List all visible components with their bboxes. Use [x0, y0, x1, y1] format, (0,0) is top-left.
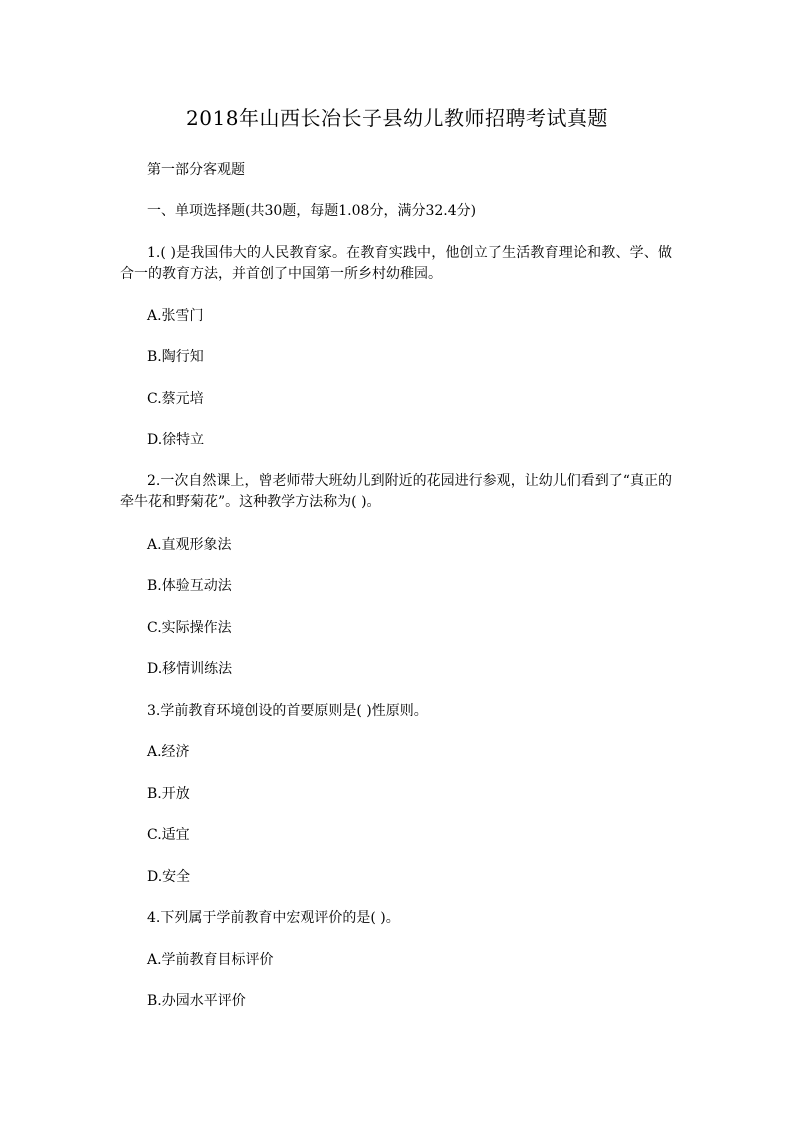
question-3-stem: 3.学前教育环境创设的首要原则是( )性原则。: [147, 703, 428, 719]
question-4-option-a: A.学前教育目标评价: [147, 952, 274, 968]
question-3-option-d: D.安全: [147, 869, 191, 885]
question-4-option-b: B.办园水平评价: [147, 993, 246, 1009]
question-1-option-c: C.蔡元培: [147, 391, 204, 407]
section-heading: 一、单项选择题(共30题，每题1.08分，满分32.4分): [147, 203, 477, 219]
document-title: 2018年山西长冶长子县幼儿教师招聘考试真题: [186, 106, 608, 130]
question-4-stem: 4.下列属于学前教育中宏观评价的是( )。: [147, 910, 400, 926]
question-2-option-d: D.移情训练法: [147, 661, 233, 677]
question-3-option-b: B.开放: [147, 786, 190, 802]
question-2-option-a: A.直观形象法: [147, 537, 232, 553]
question-3-option-c: C.适宜: [147, 827, 190, 843]
question-1-stem: 1.( )是我国伟大的人民教育家。在教育实践中，他创立了生活教育理论和教、学、做合一的教育方法，并首创了中国第一所乡村幼稚园。: [120, 245, 672, 282]
part-heading: 第一部分客观题: [147, 162, 245, 178]
question-1-option-a: A.张雪门: [147, 308, 204, 324]
question-2-option-b: B.体验互动法: [147, 578, 232, 594]
question-1-option-b: B.陶行知: [147, 349, 204, 365]
question-1-option-d: D.徐特立: [147, 432, 205, 448]
question-3-option-a: A.经济: [147, 744, 190, 760]
question-2-option-c: C.实际操作法: [147, 620, 232, 636]
question-2-stem: 2.一次自然课上，曾老师带大班幼儿到附近的花园进行参观，让幼儿们看到了“真正的牵牛花和野菊花”。这种教学方法称为( )。: [120, 473, 672, 510]
